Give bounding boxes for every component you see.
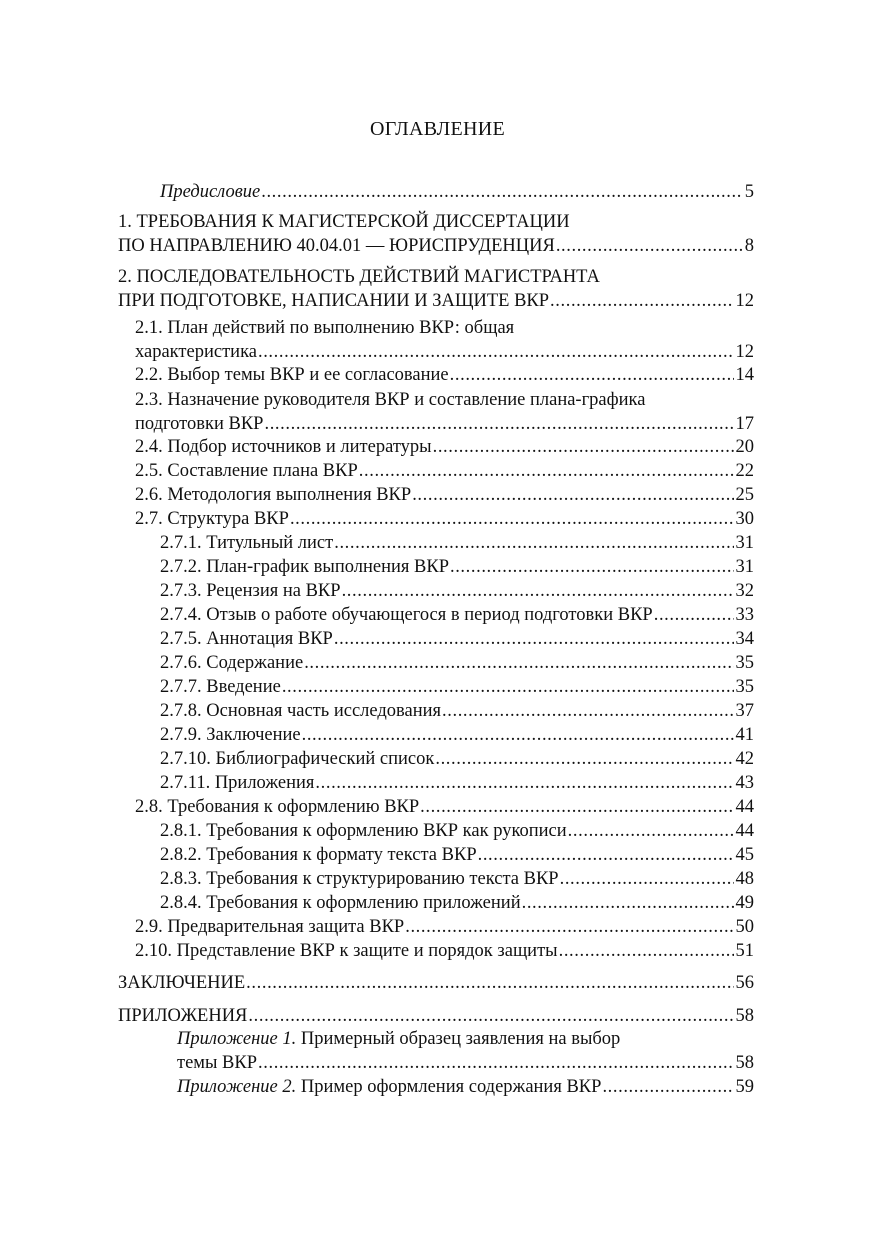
toc-title-segment: темы ВКР: [177, 1053, 258, 1073]
page-number: 51: [735, 941, 754, 961]
toc-entry: [135, 388, 754, 436]
toc-entry-line: [135, 939, 754, 963]
toc-entry-line: [135, 388, 754, 412]
toc-entry-title: [135, 483, 411, 507]
toc-entry: [135, 795, 754, 819]
dot-leader: [264, 412, 733, 436]
dot-leader: [248, 1004, 733, 1028]
dot-leader: [559, 939, 734, 963]
page-number: 43: [735, 773, 754, 793]
toc-entry: [160, 867, 754, 891]
toc-entry-line: [160, 180, 754, 204]
toc-entry-title: [135, 340, 257, 364]
toc-entry-title: [135, 507, 289, 531]
toc-entry-line: [135, 483, 754, 507]
dot-leader: [282, 675, 734, 699]
toc-title-segment: 2.7.4. Отзыв о работе обучающегося в период подготовки ВКР: [160, 605, 653, 625]
toc-entry-title: [160, 747, 434, 771]
toc-title-segment: 2.7.11. Приложения: [160, 773, 315, 793]
toc-entry-title: [135, 915, 404, 939]
toc-title-segment: ПРИЛОЖЕНИЯ: [118, 1006, 248, 1026]
page-number: 31: [735, 557, 754, 577]
toc-entry-title: [118, 971, 245, 995]
toc-entry-line: [118, 210, 754, 234]
page-number: 25: [735, 485, 754, 505]
page-number: 56: [735, 973, 754, 993]
toc-title-segment: 2.5. Составление плана ВКР: [135, 461, 358, 481]
page-number: 49: [735, 893, 754, 913]
toc-entry: [135, 363, 754, 387]
toc-entry-line: [160, 531, 754, 555]
dot-leader: [261, 180, 743, 204]
toc-entry-line: [177, 1027, 754, 1051]
toc-entry-title: [160, 627, 333, 651]
toc-title-segment: Предисловие: [160, 182, 261, 202]
toc-entry-line: [135, 459, 754, 483]
page-number: 12: [735, 291, 754, 311]
page-number: 30: [735, 509, 754, 529]
toc-title-segment: характеристика: [135, 342, 257, 362]
page-number: 31: [735, 533, 754, 553]
toc-entry-title: [118, 267, 600, 287]
toc-entry: [160, 747, 754, 771]
toc-entry: [135, 316, 754, 364]
toc-entry: [160, 603, 754, 627]
page-number: 33: [735, 605, 754, 625]
toc-entry-title: [135, 459, 358, 483]
toc-title-segment: ЗАКЛЮЧЕНИЕ: [118, 973, 246, 993]
toc-entry-title: [160, 819, 567, 843]
toc-entry-title: [160, 699, 441, 723]
dot-leader: [602, 1075, 733, 1099]
toc-entry: [160, 651, 754, 675]
toc-title-segment: 2.7.3. Рецензия на ВКР: [160, 581, 341, 601]
dot-leader: [334, 531, 733, 555]
toc-entry-line: [160, 651, 754, 675]
dot-leader: [450, 555, 734, 579]
toc-title-segment: 2.4. Подбор источников и литературы: [135, 437, 432, 457]
toc-entry: [135, 939, 754, 963]
toc-title-segment: 2.7.9. Заключение: [160, 725, 301, 745]
toc-title-segment: Примерный образец заявления на выбор: [296, 1029, 621, 1049]
toc-title-segment: ПО НАПРАВЛЕНИЮ 40.04.01 — ЮРИСПРУДЕНЦИЯ: [118, 236, 555, 256]
page-number: 37: [735, 701, 754, 721]
page-number: 41: [735, 725, 754, 745]
toc-title-segment: 2.7.10. Библиографический список: [160, 749, 435, 769]
page-number: 20: [735, 437, 754, 457]
toc-title-segment: 2.2. Выбор темы ВКР и ее согласование: [135, 365, 449, 385]
toc-entry-line: [160, 579, 754, 603]
toc-title-segment: 2.1. План действий по выполнению ВКР: общая: [135, 318, 515, 338]
dot-leader: [304, 651, 733, 675]
toc-title-segment: Приложение 1.: [177, 1029, 297, 1049]
toc-entry-line: [160, 819, 754, 843]
dot-leader: [290, 507, 734, 531]
toc-entry-title: [135, 795, 419, 819]
page-number: 45: [735, 845, 754, 865]
dot-leader: [258, 1051, 733, 1075]
toc-entry: [135, 459, 754, 483]
toc-entry-title: [160, 651, 303, 675]
toc-title-segment: 2.7.1. Титульный лист: [160, 533, 334, 553]
toc-entry-title: [160, 603, 653, 627]
toc-entry-title: [160, 555, 449, 579]
toc-title-segment: 2.3. Назначение руководителя ВКР и составление плана-графика: [135, 390, 646, 410]
toc-entry-line: [135, 435, 754, 459]
dot-leader: [654, 603, 734, 627]
toc-entry-title: [160, 180, 260, 204]
toc-title-segment: 2.7.5. Аннотация ВКР: [160, 629, 333, 649]
dot-leader: [359, 459, 734, 483]
dot-leader: [478, 843, 734, 867]
toc-entry: [118, 265, 754, 313]
toc-title-segment: 1. ТРЕБОВАНИЯ К МАГИСТЕРСКОЙ ДИССЕРТАЦИИ: [118, 212, 570, 232]
toc-entry-title: [135, 435, 432, 459]
toc-entry-title: [135, 318, 514, 338]
dot-leader: [420, 795, 733, 819]
toc-title-segment: Пример оформления содержания ВКР: [296, 1077, 602, 1097]
toc-entry-line: [135, 363, 754, 387]
toc-entry: [160, 723, 754, 747]
toc-entry: [135, 507, 754, 531]
page-number: 35: [735, 653, 754, 673]
toc-entry-line: [160, 675, 754, 699]
page-number: 35: [735, 677, 754, 697]
toc-title-segment: 2.7.6. Содержание: [160, 653, 304, 673]
toc-entry-title: [118, 212, 570, 232]
toc-title-segment: 2.8.2. Требования к формату текста ВКР: [160, 845, 477, 865]
toc-entry-title: [135, 390, 645, 410]
toc-title-segment: 2.9. Предварительная защита ВКР: [135, 917, 405, 937]
toc-entry-line: [160, 771, 754, 795]
toc-entry-title: [135, 363, 449, 387]
toc-entry-title: [160, 675, 281, 699]
dot-leader: [522, 891, 734, 915]
toc-entry-line: [177, 1051, 754, 1075]
page-number: 48: [735, 869, 754, 889]
toc-title-segment: 2.8. Требования к оформлению ВКР: [135, 797, 420, 817]
page-number: 58: [735, 1006, 754, 1026]
page-number: 17: [735, 414, 754, 434]
toc-entry-line: [160, 723, 754, 747]
toc-entry-title: [160, 843, 477, 867]
toc-entry-line: [160, 867, 754, 891]
toc-entry-line: [135, 316, 754, 340]
toc-entry-title: [118, 1004, 247, 1028]
dot-leader: [315, 771, 733, 795]
page-number: 44: [735, 797, 754, 817]
page-number: 22: [735, 461, 754, 481]
toc-entry-line: [177, 1075, 754, 1099]
toc-entry-title: [135, 939, 558, 963]
toc-entry-title: [160, 579, 341, 603]
toc-title-segment: 2.7. Структура ВКР: [135, 509, 289, 529]
toc-entry: [160, 891, 754, 915]
page-number: 58: [735, 1053, 754, 1073]
toc-entry-line: [160, 627, 754, 651]
toc-entry: [160, 771, 754, 795]
dot-leader: [246, 971, 733, 995]
toc-entry-title: [118, 289, 549, 313]
dot-leader: [412, 483, 733, 507]
dot-leader: [405, 915, 733, 939]
dot-leader: [450, 363, 734, 387]
toc-entry: [160, 843, 754, 867]
toc-entry-title: [160, 867, 559, 891]
dot-leader: [258, 340, 734, 364]
toc-title-segment: подготовки ВКР: [135, 414, 264, 434]
toc-title-segment: 2.8.4. Требования к оформлению приложений: [160, 893, 521, 913]
toc-entry-title: [160, 723, 301, 747]
toc-title-segment: ПРИ ПОДГОТОВКЕ, НАПИСАНИИ И ЗАЩИТЕ ВКР: [118, 291, 550, 311]
toc-entry-title: [177, 1029, 620, 1049]
toc-title-segment: 2.10. Представление ВКР к защите и порядок защиты: [135, 941, 558, 961]
dot-leader: [302, 723, 734, 747]
toc-title-segment: 2.8.1. Требования к оформлению ВКР как рукописи: [160, 821, 567, 841]
toc-entry: [118, 1004, 754, 1028]
toc-title-segment: Приложение 2.: [177, 1077, 297, 1097]
toc-entry-line: [160, 699, 754, 723]
page-number: 34: [735, 629, 754, 649]
toc-entry-title: [160, 891, 521, 915]
toc-entry-line: [160, 891, 754, 915]
toc-entry: [160, 819, 754, 843]
toc-entry-line: [118, 265, 754, 289]
toc-entry: [135, 483, 754, 507]
toc-entry: [118, 971, 754, 995]
dot-leader: [550, 289, 733, 313]
toc-entry: [160, 627, 754, 651]
toc-entry: [177, 1075, 754, 1099]
page-number: 32: [735, 581, 754, 601]
page-title: ОГЛАВЛЕНИЕ: [370, 118, 505, 140]
toc-entry-line: [160, 603, 754, 627]
dot-leader: [334, 627, 734, 651]
page-number: 12: [735, 342, 754, 362]
toc-entry: [160, 531, 754, 555]
toc-entry-title: [135, 412, 263, 436]
toc-entry-title: [118, 234, 555, 258]
toc-entry-line: [118, 1004, 754, 1028]
toc-entry: [135, 915, 754, 939]
page-number: 5: [744, 182, 754, 202]
toc-entry-line: [135, 795, 754, 819]
page-number: 8: [744, 236, 754, 256]
toc-entry-line: [118, 289, 754, 313]
toc-entry: [135, 435, 754, 459]
toc-entry-title: [160, 531, 333, 555]
toc-entry-line: [160, 747, 754, 771]
toc-title-segment: 2.7.8. Основная часть исследования: [160, 701, 442, 721]
toc-entry-title: [177, 1051, 257, 1075]
dot-leader: [433, 435, 734, 459]
toc-entry-line: [118, 234, 754, 258]
dot-leader: [556, 234, 743, 258]
page-number: 14: [735, 365, 754, 385]
toc-entry-line: [160, 555, 754, 579]
dot-leader: [342, 579, 734, 603]
toc-entry: [160, 699, 754, 723]
toc-entry: [118, 210, 754, 258]
toc-entry-line: [160, 843, 754, 867]
toc-entry-line: [135, 507, 754, 531]
dot-leader: [560, 867, 734, 891]
dot-leader: [568, 819, 734, 843]
toc-entry-line: [135, 340, 754, 364]
toc-title-segment: 2. ПОСЛЕДОВАТЕЛЬНОСТЬ ДЕЙСТВИЙ МАГИСТРАНТА: [118, 267, 600, 287]
toc-entry: [160, 675, 754, 699]
page-number: 59: [735, 1077, 754, 1097]
toc-title-segment: 2.7.2. План-график выполнения ВКР: [160, 557, 449, 577]
toc-title-segment: 2.6. Методология выполнения ВКР: [135, 485, 412, 505]
toc-title-segment: 2.8.3. Требования к структурированию текста ВКР: [160, 869, 559, 889]
toc-entry: [160, 180, 754, 204]
toc-entry-line: [118, 971, 754, 995]
toc-entry-title: [160, 771, 314, 795]
toc-entry-line: [135, 915, 754, 939]
page-number: 50: [735, 917, 754, 937]
toc-entry-line: [135, 412, 754, 436]
toc-entry-title: [177, 1075, 601, 1099]
toc-entry: [177, 1027, 754, 1075]
toc-entry: [160, 555, 754, 579]
dot-leader: [435, 747, 733, 771]
page-number: 42: [735, 749, 754, 769]
dot-leader: [442, 699, 733, 723]
toc-entry: [160, 579, 754, 603]
toc-title-segment: 2.7.7. Введение: [160, 677, 281, 697]
page-number: 44: [735, 821, 754, 841]
